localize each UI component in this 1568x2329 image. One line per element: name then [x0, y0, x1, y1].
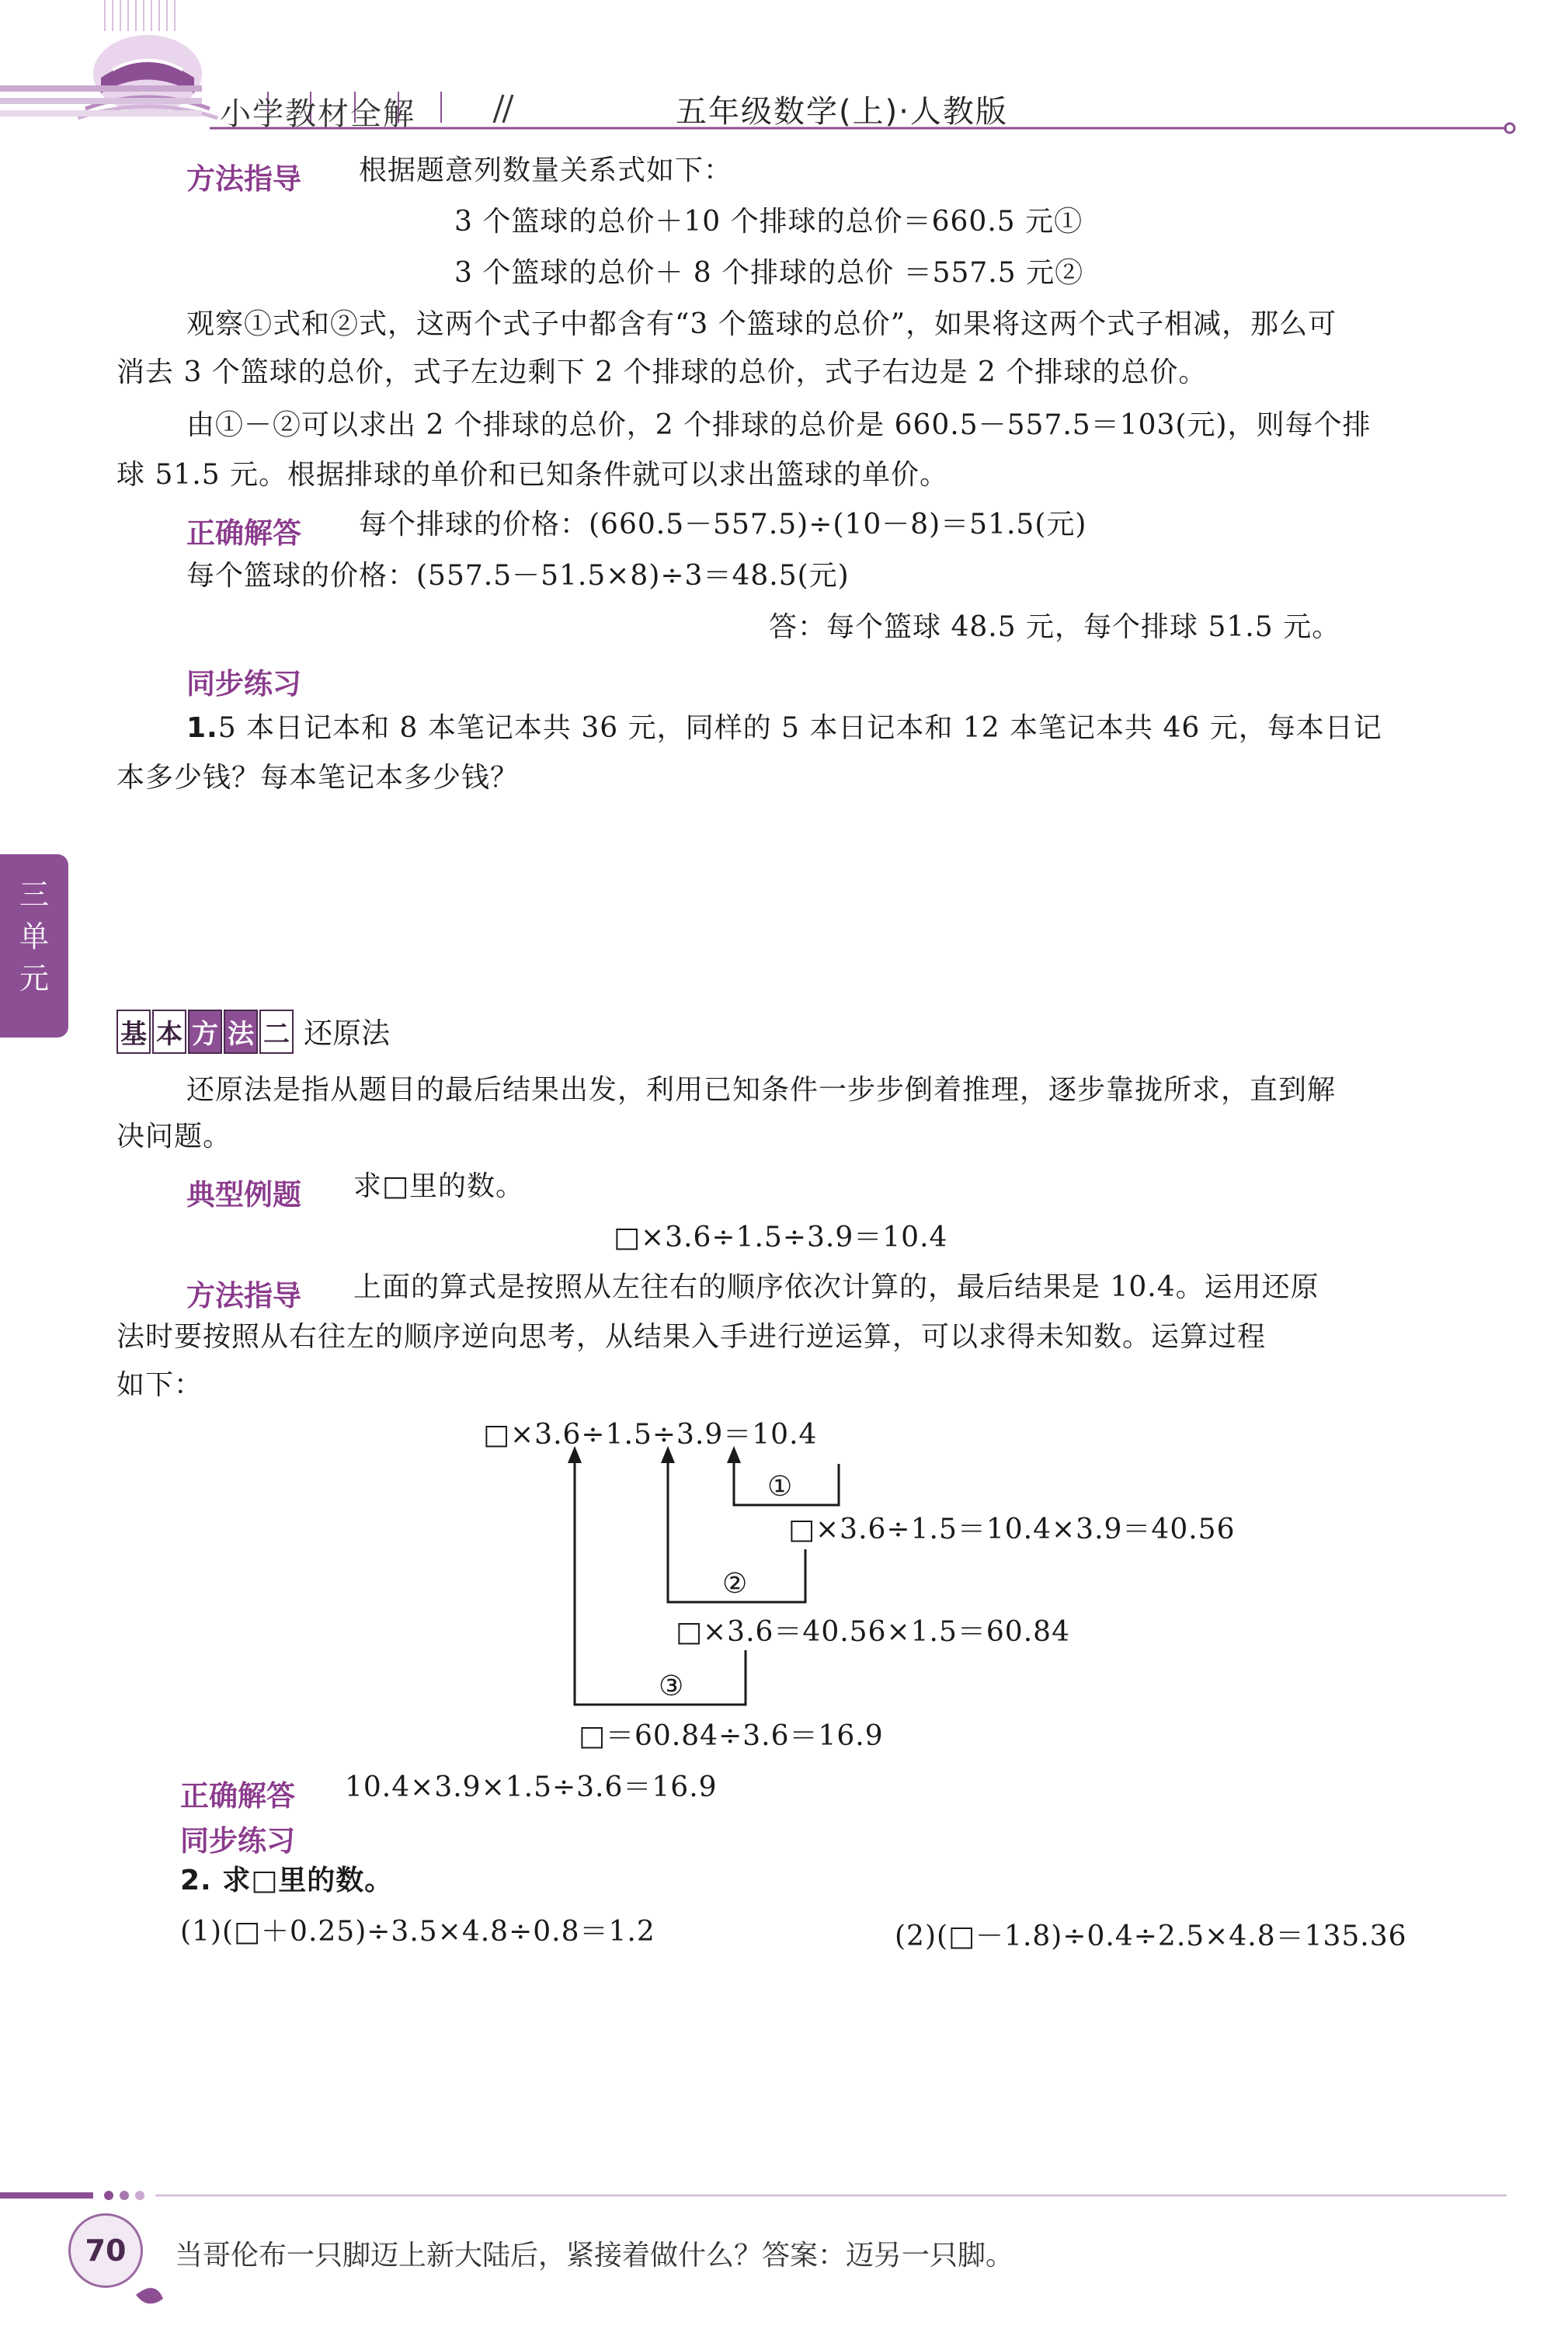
method-name: 还原法: [304, 1017, 391, 1050]
method-box-char: 方: [188, 1010, 222, 1054]
example-label: 典型例题: [186, 1178, 301, 1211]
step-equation: □＝60.84÷3.6＝16.9: [579, 1720, 884, 1752]
paragraph-line: 由①－②可以求出 2 个排球的总价，2 个排球的总价是 660.5－557.5＝103(元)，则每个排: [186, 409, 1372, 441]
step-marker: ②: [722, 1568, 749, 1600]
paragraph-line: 如下：: [116, 1369, 203, 1401]
practice-label: 同步练习: [186, 667, 301, 700]
footer-riddle: 当哥伦布一只脚迈上新大陆后，紧接着做什么？答案：迈另一只脚。: [175, 2240, 1014, 2272]
step-equation: □×3.6＝40.56×1.5＝60.84: [676, 1616, 1070, 1648]
method-box-char: 本: [152, 1010, 186, 1054]
leaf-icon: [136, 2288, 163, 2303]
paragraph-line: 消去 3 个篮球的总价，式子左边剩下 2 个排球的总价，式子右边是 2 个排球的总价。: [116, 356, 1208, 388]
page-number: 70: [68, 2213, 143, 2288]
paragraph-line: 法时要按照从右往左的顺序逆向思考，从结果入手进行逆运算，可以求得未知数。运算过程: [116, 1321, 1267, 1353]
example-text: 求□里的数。: [353, 1170, 525, 1202]
practice-label: 同步练习: [180, 1824, 295, 1858]
question-2-title: 2. 求□里的数。: [180, 1865, 394, 1896]
method-box-char: 二: [259, 1010, 294, 1054]
paragraph-line: 球 51.5 元。根据排球的单价和已知条件就可以求出篮球的单价。: [116, 459, 949, 491]
answer-line: 每个排球的价格：(660.5－557.5)÷(10－8)＝51.5(元): [359, 509, 1087, 541]
method-box-char: 基: [116, 1010, 151, 1054]
paragraph-line: 还原法是指从题目的最后结果出发，利用已知条件一步步倒着推理，逐步靠拢所求，直到解: [186, 1074, 1337, 1106]
series-title: 小学教材全解: [220, 96, 415, 132]
step-marker: ③: [659, 1670, 685, 1702]
method-intro: 根据题意列数量关系式如下：: [359, 155, 733, 186]
answer-line: 每个篮球的价格：(557.5－51.5×8)÷3＝48.5(元): [186, 560, 850, 592]
header-stripes: [0, 85, 202, 116]
reverse-diagram: [575, 1460, 839, 1705]
method-box-char: 法: [224, 1010, 258, 1054]
question-number: 1.: [186, 712, 218, 744]
paragraph-line: 决问题。: [116, 1121, 232, 1152]
book-title: 五年级数学(上)·人教版: [676, 94, 1008, 130]
step-marker: ①: [767, 1471, 794, 1503]
diagram-top-equation: □×3.6÷1.5÷3.9＝10.4: [483, 1419, 818, 1451]
equation-1: 3 个篮球的总价＋10 个排球的总价＝660.5 元①: [454, 206, 1083, 238]
step-equation: □×3.6÷1.5＝10.4×3.9＝40.56: [788, 1514, 1236, 1545]
equation-2: 3 个篮球的总价＋ 8 个排球的总价 ＝557.5 元②: [454, 257, 1084, 289]
footer-bar: [0, 2191, 1507, 2200]
correct-answer-label: 正确解答: [186, 516, 301, 550]
paragraph-line: 上面的算式是按照从左往右的顺序依次计算的，最后结果是 10.4。运用还原: [353, 1271, 1319, 1303]
question-1-line: 本多少钱？每本笔记本多少钱？: [116, 762, 520, 794]
question-text: 5 本日记本和 8 本笔记本共 36 元，同样的 5 本日记本和 12 本笔记本共 46 元，每本日记: [217, 712, 1382, 744]
question-2-part: (2)(□－1.8)÷0.4÷2.5×4.8＝135.36: [895, 1921, 1407, 1952]
paragraph-line: 观察①式和②式，这两个式子中都含有“3 个篮球的总价”，如果将这两个式子相减，那么可: [186, 308, 1337, 340]
example-equation: □×3.6÷1.5÷3.9＝10.4: [614, 1222, 948, 1253]
method-guide-label: 方法指导: [186, 162, 301, 196]
chapter-tab: 三 单 元: [0, 854, 68, 1038]
method-two-heading: [116, 1010, 390, 1054]
method-guide-label: 方法指导: [186, 1279, 301, 1312]
answer-final: 答：每个篮球 48.5 元，每个排球 51.5 元。: [769, 611, 1341, 643]
correct-answer-label: 正确解答: [180, 1779, 295, 1813]
question-1-line: [186, 714, 1382, 742]
answer-line: 10.4×3.9×1.5÷3.6＝16.9: [345, 1771, 718, 1803]
question-2-part: (1)(□＋0.25)÷3.5×4.8÷0.8＝1.2: [180, 1916, 655, 1948]
